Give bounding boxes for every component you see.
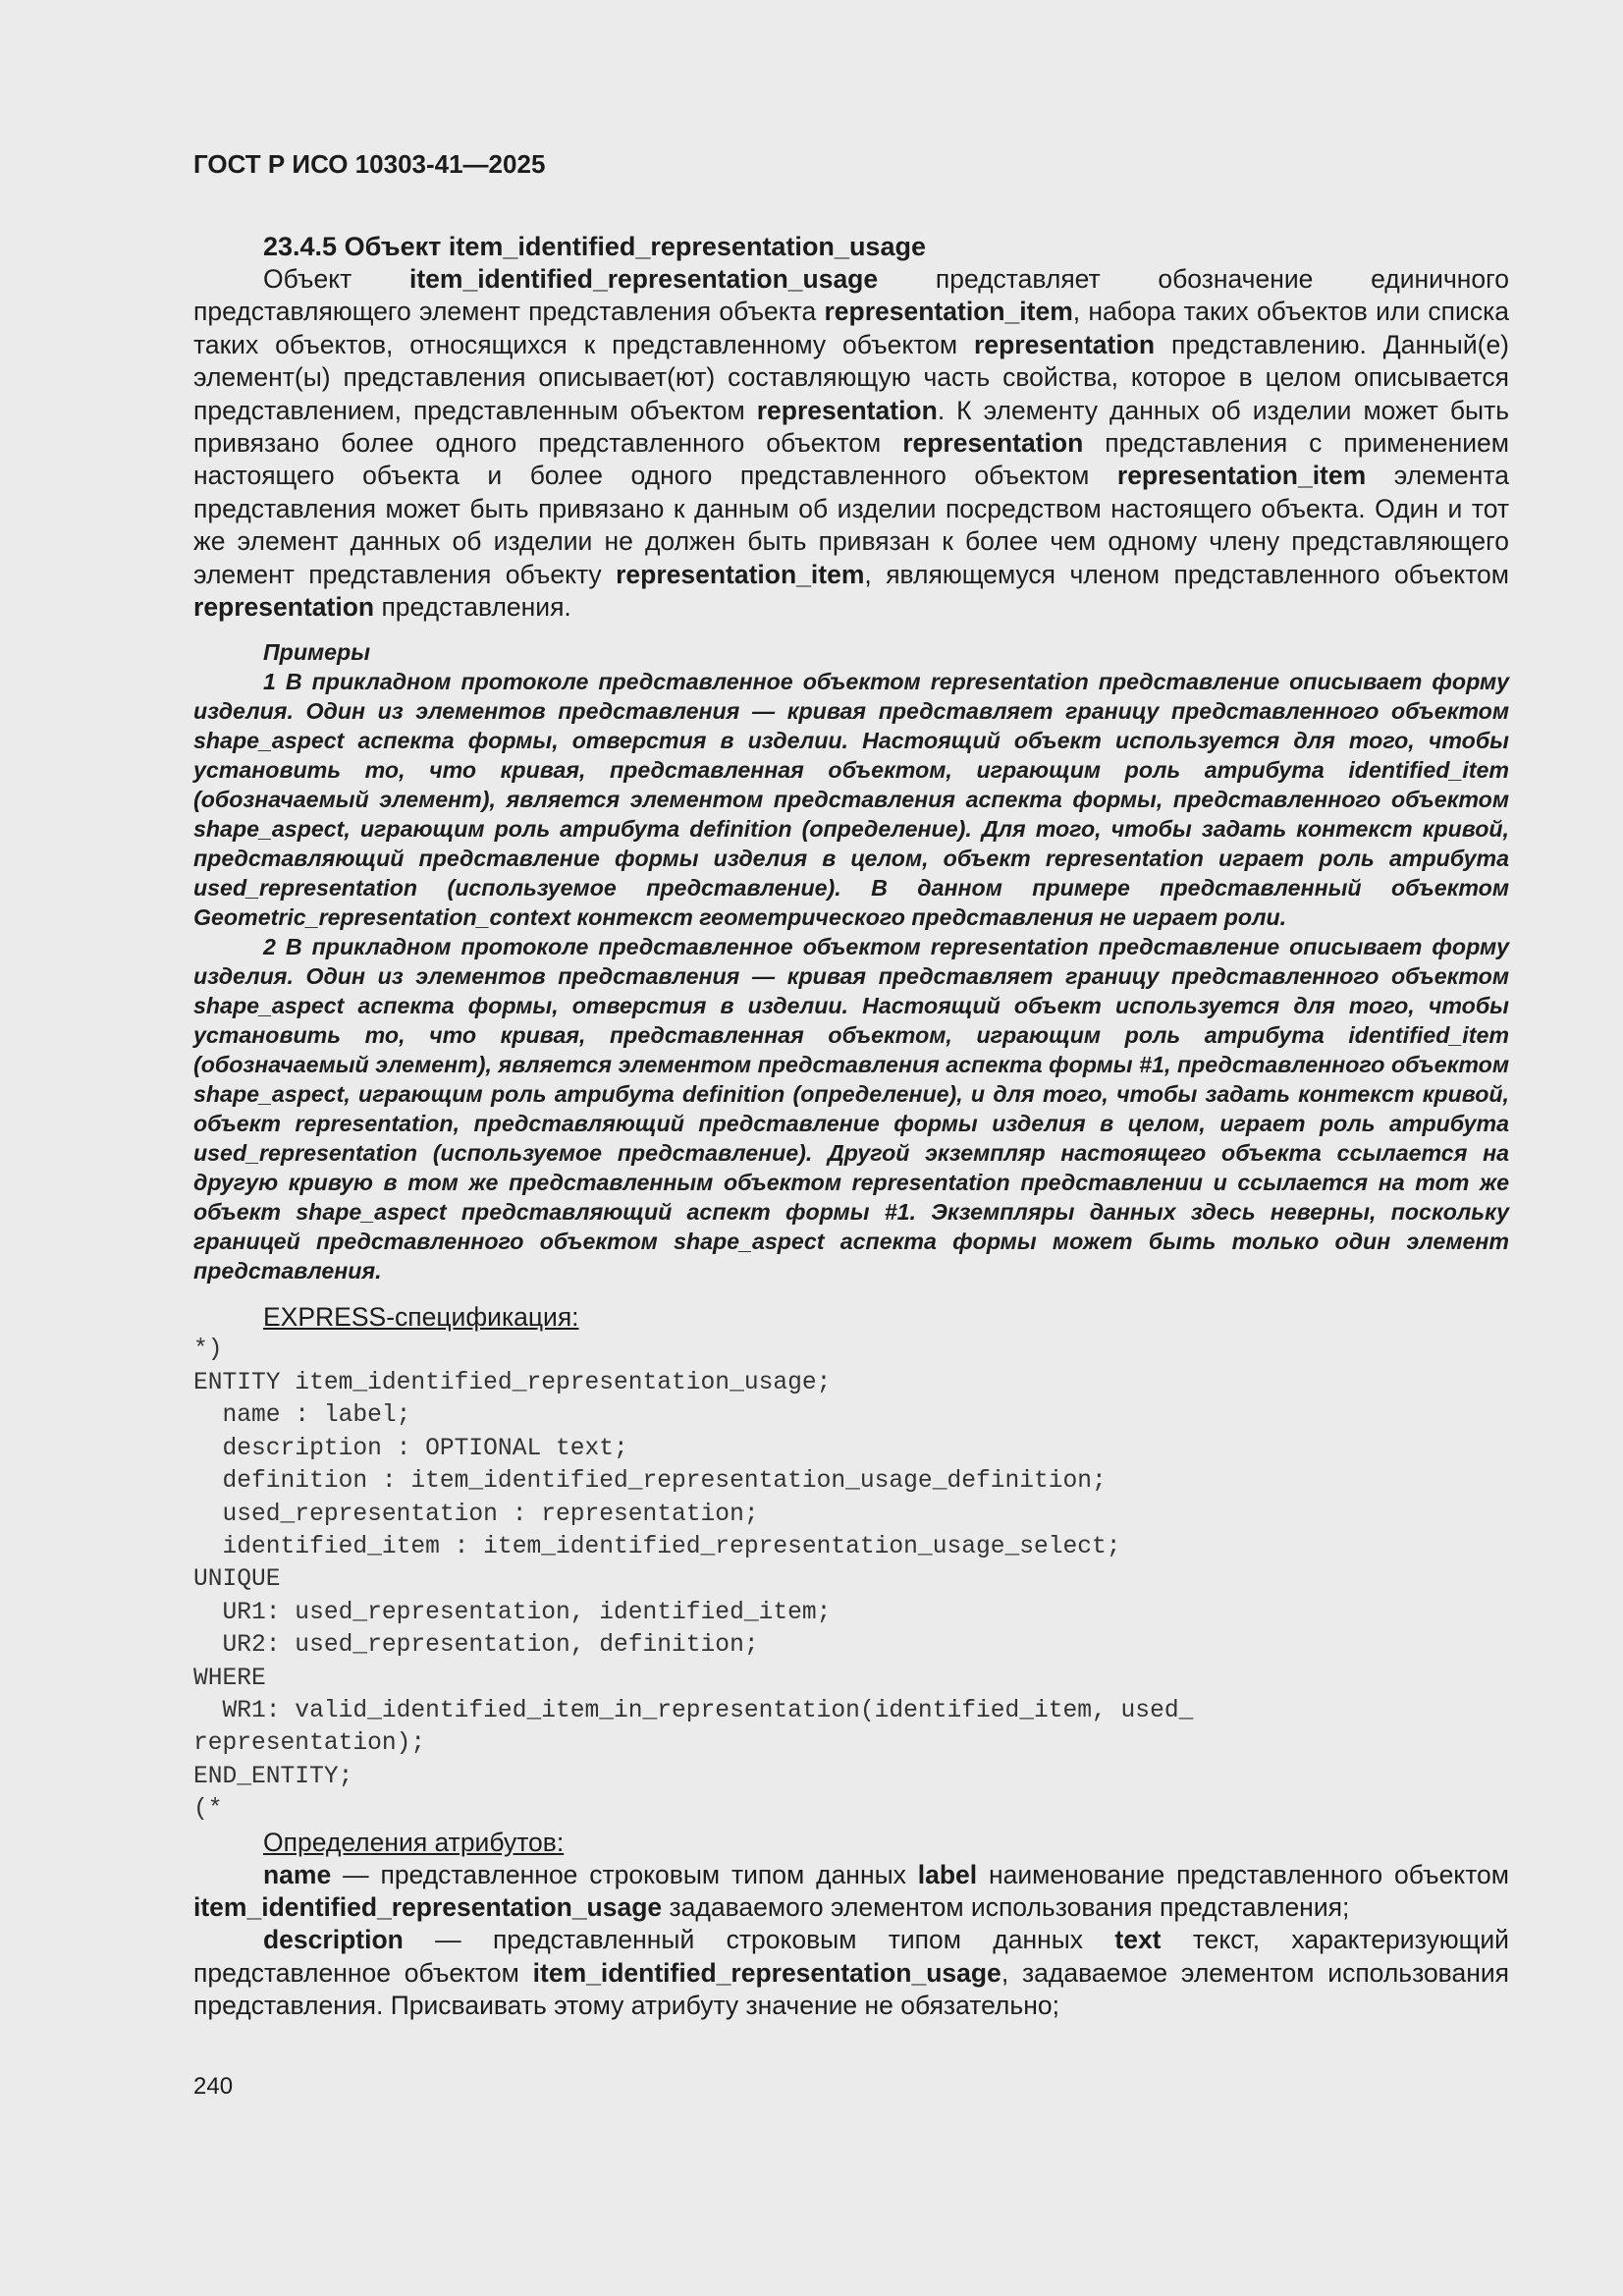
- bold-term: representation_item: [1116, 461, 1367, 491]
- section-paragraph: Объект item_identified_representation_usage представляет обозначение единичного представляющего элемент представления объекта representation_item, набора таких объектов или списка таких объектов, относящихся к представленному объектом representation представлению. Данный(е) элемент(ы) представления описывает(ют) составляющую часть свойства, которое в целом описывается представлением, представленным объектом representation. К элементу данных об изделии может быть привязано более одного представленного объектом representation представления с применением настоящего объекта и более одного представленного объектом representation_item элемента представления может быть привязано к данным об изделии посредством настоящего объекта. Один и тот же элемент данных об изделии не должен быть привязан к более чем одному члену представляющего элемент представления объекту representation_item, являющемуся членом представленного объектом representation представления.: [193, 264, 1510, 623]
- section-heading: 23.4.5 Объект item_identified_representation_usage: [263, 232, 926, 261]
- example-item-1: 1 В прикладном протоколе представленное объектом representation представление описывает форму изделия. Один из элементов представления — кривая представляет границу представленного объектом shape_aspect аспекта формы, отверстия в изделии. Настоящий объект используется для того, чтобы установить то, что кривая, представленная объектом, играющим роль атрибута identified_item (обозначаемый элемент), является элементом представления аспекта формы, представленного объектом shape_aspect, играющим роль атрибута definition (определение). Для того, чтобы задать контекст кривой, представляющий представление формы изделия в целом, объект representation играет роль атрибута used_representation (используемое представление). В данном примере представленный объектом Geometric_representation_context контекст геометрического представления не играет роли.: [193, 669, 1509, 931]
- page-number: 240: [193, 2073, 234, 2100]
- bold-term: description: [263, 1925, 404, 1955]
- bold-term: representation: [902, 428, 1084, 459]
- document-header: ГОСТ Р ИСО 10303-41—2025: [193, 149, 546, 179]
- examples-title: Примеры: [263, 639, 371, 666]
- bold-term: label: [917, 1859, 978, 1889]
- bold-term: name: [263, 1859, 332, 1889]
- bold-term: item_identified_representation_usage: [408, 264, 879, 294]
- express-spec-title: EXPRESS-спецификация:: [263, 1302, 579, 1333]
- bold-term: text: [1114, 1925, 1162, 1955]
- example-item-2: 2 В прикладном протоколе представленное объектом representation представление описывает форму изделия. Один из элементов представления — кривая представляет границу представленного объектом shape_aspect аспекта формы, отверстия в изделии. Настоящий объект используется для того, чтобы установить то, что кривая, представленная объектом, играющим роль атрибута identified_item (обозначаемый элемент), является элементом представления аспекта формы #1, представленного объектом shape_aspect, играющим роль атрибута definition (определение), и для того, чтобы задать контекст кривой, объект representation, представляющий представление формы изделия в целом, играет роль атрибута used_representation (используемое представление). Другой экземпляр настоящего объекта ссылается на другую кривую в том же представленным объектом representation представлении и ссылается на тот же объект shape_aspect представляющий аспект формы #1. Экземпляры данных здесь неверны, поскольку границей представленного объектом shape_aspect аспекта формы может быть только один элемент представления.: [193, 934, 1509, 1285]
- express-code-block: *) ENTITY item_identified_representation_usage; name : label; description : OPTIONAL text; definition : item_identified_representation_usage_definition; used_representation : representation; identified_item : item_identified_representation_usage_select; UNIQUE UR1: used_representation, identified_item; UR2: used_representation, definition; WHERE WR1: valid_identified_item_in_representation(identified_item, used_ representation); END_ENTITY; (*: [193, 1337, 1194, 1824]
- attribute-definition-description: description — представленный строковым типом данных text текст, характеризующий представленное объектом item_identified_representation_usage, задаваемое элементом использования представления. Присваивать этому атрибуту значение не обязательно;: [193, 1925, 1509, 2021]
- attribute-definition-name: name — представленное строковым типом данных label наименование представленного объектом item_identified_representation_usage задаваемого элементом использования представления;: [193, 1859, 1509, 1922]
- bold-term: item_identified_representation_usage: [193, 1891, 663, 1922]
- bold-term: representation_item: [824, 297, 1073, 327]
- attribute-definitions-title: Определения атрибутов:: [263, 1827, 565, 1857]
- examples-block: [193, 637, 1509, 1285]
- bold-term: representation: [974, 329, 1156, 359]
- document-page: [193, 147, 1509, 2023]
- bold-term: representation_item: [616, 559, 865, 589]
- bold-term: representation: [756, 395, 938, 425]
- bold-term: representation: [193, 592, 375, 623]
- bold-term: item_identified_representation_usage: [532, 1957, 1001, 1988]
